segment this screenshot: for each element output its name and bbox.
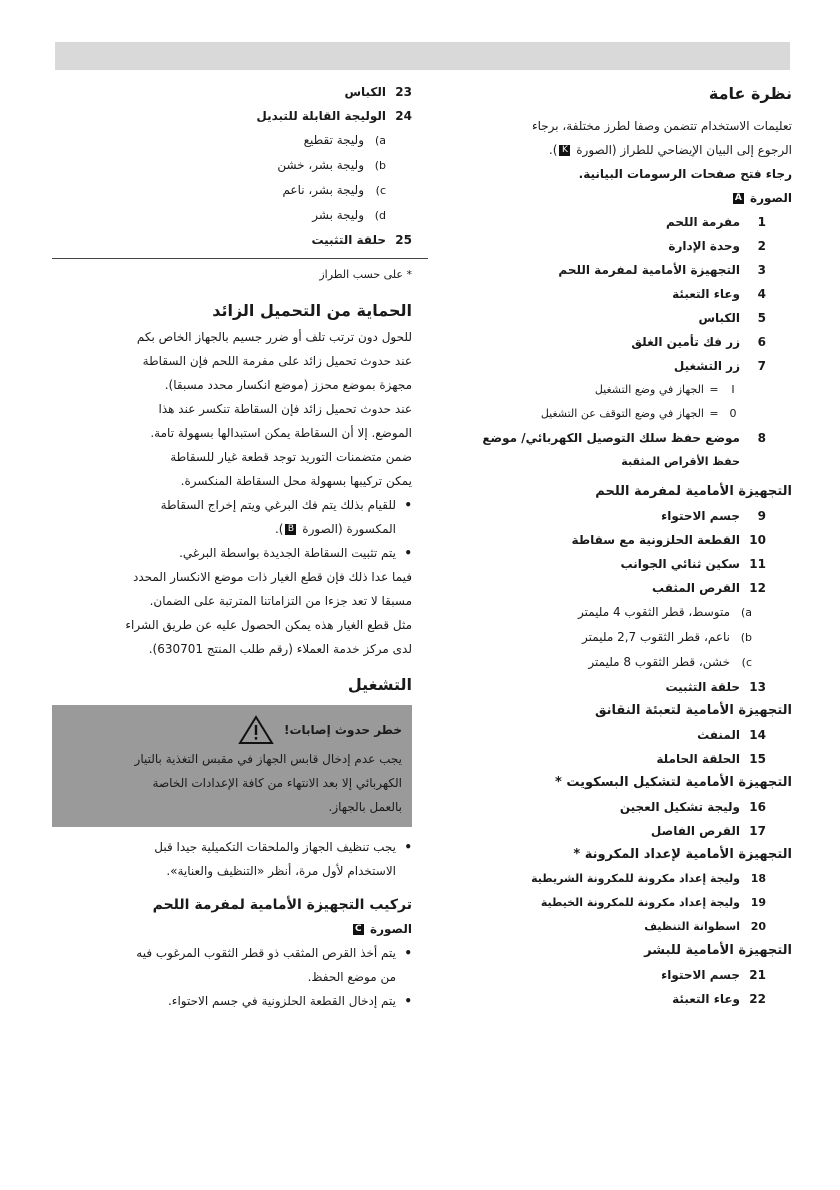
- figure-b-badge: B: [285, 524, 296, 535]
- bullet-icon: •: [404, 946, 412, 960]
- spare-parts-line: مسبقا لا تعد جزءا من التزاماتنا المترتبة على الضمان.: [149, 594, 412, 608]
- list-item: 6زر فك تأمين الغلق: [631, 335, 766, 349]
- warning-title: خطر حدوث إصابات!: [62, 715, 402, 745]
- operation-heading: التشغيل: [347, 675, 412, 694]
- bullet-item: • يتم تثبيت السقاطة الجديدة بواسطة البرغي.: [52, 541, 412, 565]
- figure-a-badge: A: [733, 193, 744, 204]
- list-item: 18وليجة إعداد مكرونة للمكرونة الشريطية: [531, 872, 766, 885]
- top-band: [55, 42, 790, 70]
- bullet-icon: •: [404, 546, 412, 560]
- list-item: 21جسم الاحتواء: [661, 968, 766, 982]
- list-item: 2وحدة الإدارة: [668, 239, 766, 253]
- overload-line: ضمن متضمنات التوريد توجد قطعة غيار للسقاطة: [170, 450, 412, 464]
- list-item: 23الكباس: [344, 85, 412, 99]
- switch-state-on: I = الجهاز في وضع التشغيل: [594, 383, 735, 396]
- warning-box: [52, 705, 412, 827]
- spare-parts-line: فيما عدا ذلك فإن قطع الغيار ذات موضع الانكسار المحدد: [132, 570, 412, 584]
- list-item: 20اسطوانة التنظيف: [644, 920, 766, 933]
- overload-line: الموضع. إلا أن السقاطة يمكن استبدالها بسهولة تامة.: [150, 426, 412, 440]
- bullet-icon: •: [404, 994, 412, 1008]
- grater-heading: التجهيزة الأمامية للبشر: [644, 943, 792, 958]
- sausage-heading: التجهيزة الأمامية لتعبئة النقانق: [594, 703, 792, 718]
- pasta-heading: التجهيزة الأمامية لإعداد المكرونة *: [573, 847, 792, 862]
- disc-option: a)متوسط، قطر الثقوب 4 مليمتر: [577, 605, 752, 619]
- footnote-divider: [52, 258, 428, 259]
- bullet-icon: •: [404, 840, 412, 854]
- bullet-item: • يتم أخذ القرص المثقب ذو قطر الثقوب المرغوب فيه من موضع الحفظ.: [52, 941, 412, 989]
- list-item: 1مفرمة اللحم: [666, 215, 766, 229]
- insert-option: a)وليجة تقطيع: [303, 133, 386, 147]
- biscuit-heading: التجهيزة الأمامية لتشكيل البسكويت *: [555, 775, 792, 790]
- overload-heading: الحماية من التحميل الزائد: [212, 301, 412, 320]
- warning-triangle-icon: [238, 715, 274, 745]
- open-pages-note: رجاء فتح صفحات الرسومات البيانية.: [578, 167, 792, 181]
- list-item: 19وليجة إعداد مكرونة للمكرونة الخيطية: [540, 896, 766, 909]
- list-item: 13حلقة التثبيت: [665, 680, 766, 694]
- overload-line: عند حدوث تحميل زائد على مفرمة اللحم فإن السقاطة: [142, 354, 412, 368]
- list-item: 5الكباس: [698, 311, 766, 325]
- list-item: 22وعاء التعبئة: [672, 992, 766, 1006]
- overload-line: عند حدوث تحميل زائد فإن السقاطة تنكسر عند هذا: [158, 402, 412, 416]
- right-column: [444, 80, 792, 1011]
- model-footnote: * على حسب الطراز: [319, 268, 412, 281]
- warning-line: بالعمل بالجهاز.: [328, 800, 402, 814]
- intro-line-1: تعليمات الاستخدام تتضمن وصفا لطرز مختلفة، برجاء: [531, 119, 792, 133]
- overview-heading: نظرة عامة: [708, 84, 792, 103]
- list-item: 8موضع حفظ سلك التوصيل الكهربائي/ موضع: [482, 431, 766, 445]
- list-item: 11سكين ثنائي الجوانب: [620, 557, 766, 571]
- bullet-item: • يجب تنظيف الجهاز والملحقات التكميلية جيدا قبل الاستخدام لأول مرة، أنظر «التنظيف والعناية».: [52, 835, 412, 883]
- list-item: 16وليجة تشكيل العجين: [619, 800, 766, 814]
- figure-c-badge: C: [353, 924, 364, 935]
- list-item: 17القرص الفاصل: [650, 824, 766, 838]
- spare-parts-line: لدى مركز خدمة العملاء (رقم طلب المنتج 630701).: [148, 642, 412, 656]
- left-column: [52, 80, 412, 1013]
- intro-line-2: الرجوع إلى البيان الإيضاحي للطراز (الصورة K).: [548, 143, 792, 157]
- spare-parts-line: مثل قطع الغيار هذه يمكن الحصول عليه عن طريق الشراء: [125, 618, 412, 632]
- figure-c-caption: الصورة C: [52, 917, 412, 941]
- bullet-icon: •: [404, 498, 412, 512]
- list-item: 25حلقة التثبيت: [311, 233, 412, 247]
- list-item: 7زر التشغيل: [673, 359, 766, 373]
- figure-k-badge: K: [559, 145, 570, 156]
- list-item-continuation: حفظ الأقراص المثقبة: [621, 455, 740, 468]
- list-item: 9جسم الاحتواء: [661, 509, 766, 523]
- overload-line: للحول دون ترتب تلف أو ضرر جسيم بالجهاز الخاص بكم: [136, 330, 412, 344]
- disc-option: b)ناعم، قطر الثقوب 2,7 مليمتر: [582, 630, 752, 644]
- bullet-item: • يتم إدخال القطعة الحلزونية في جسم الاحتواء.: [52, 989, 412, 1013]
- insert-option: d)وليجة بشر: [312, 208, 386, 222]
- assembly-heading: تركيب التجهيزة الأمامية لمفرمة اللحم: [152, 897, 412, 913]
- overload-line: مجهزة بموضع محزز (موضع انكسار محدد مسبقا).: [164, 378, 412, 392]
- list-item: 3التجهيزة الأمامية لمفرمة اللحم: [558, 263, 766, 277]
- list-item: 10القطعة الحلزونية مع سقاطة: [571, 533, 766, 547]
- list-item: 14المنفث: [697, 728, 766, 742]
- figure-a-caption: الصورة A: [444, 186, 792, 210]
- list-item: 4وعاء التعبئة: [672, 287, 766, 301]
- warning-line: الكهربائي إلا بعد الانتهاء من كافة الإعدادات الخاصة: [152, 776, 402, 790]
- insert-option: c)وليجة بشر، ناعم: [282, 183, 386, 197]
- list-item: 24الوليجة القابلة للتبديل: [256, 109, 412, 123]
- insert-option: b)وليجة بشر، خشن: [277, 158, 386, 172]
- grinder-front-heading: التجهيزة الأمامية لمفرمة اللحم: [595, 484, 792, 499]
- overload-line: يمكن تركيبها بسهولة محل السقاطة المنكسرة.: [180, 474, 412, 488]
- warning-line: يجب عدم إدخال قابس الجهاز في مقبس التغذية بالتيار: [134, 752, 402, 766]
- switch-state-off: 0 = الجهاز في وضع التوقف عن التشغيل: [540, 407, 737, 420]
- list-item: 12القرص المثقب: [652, 581, 766, 595]
- list-item: 15الحلقة الحاملة: [656, 752, 766, 766]
- disc-option: c)خشن، قطر الثقوب 8 مليمتر: [588, 655, 752, 669]
- bullet-item: • للقيام بذلك يتم فك البرغي ويتم إخراج السقاطة المكسورة (الصورة B).: [52, 493, 412, 541]
